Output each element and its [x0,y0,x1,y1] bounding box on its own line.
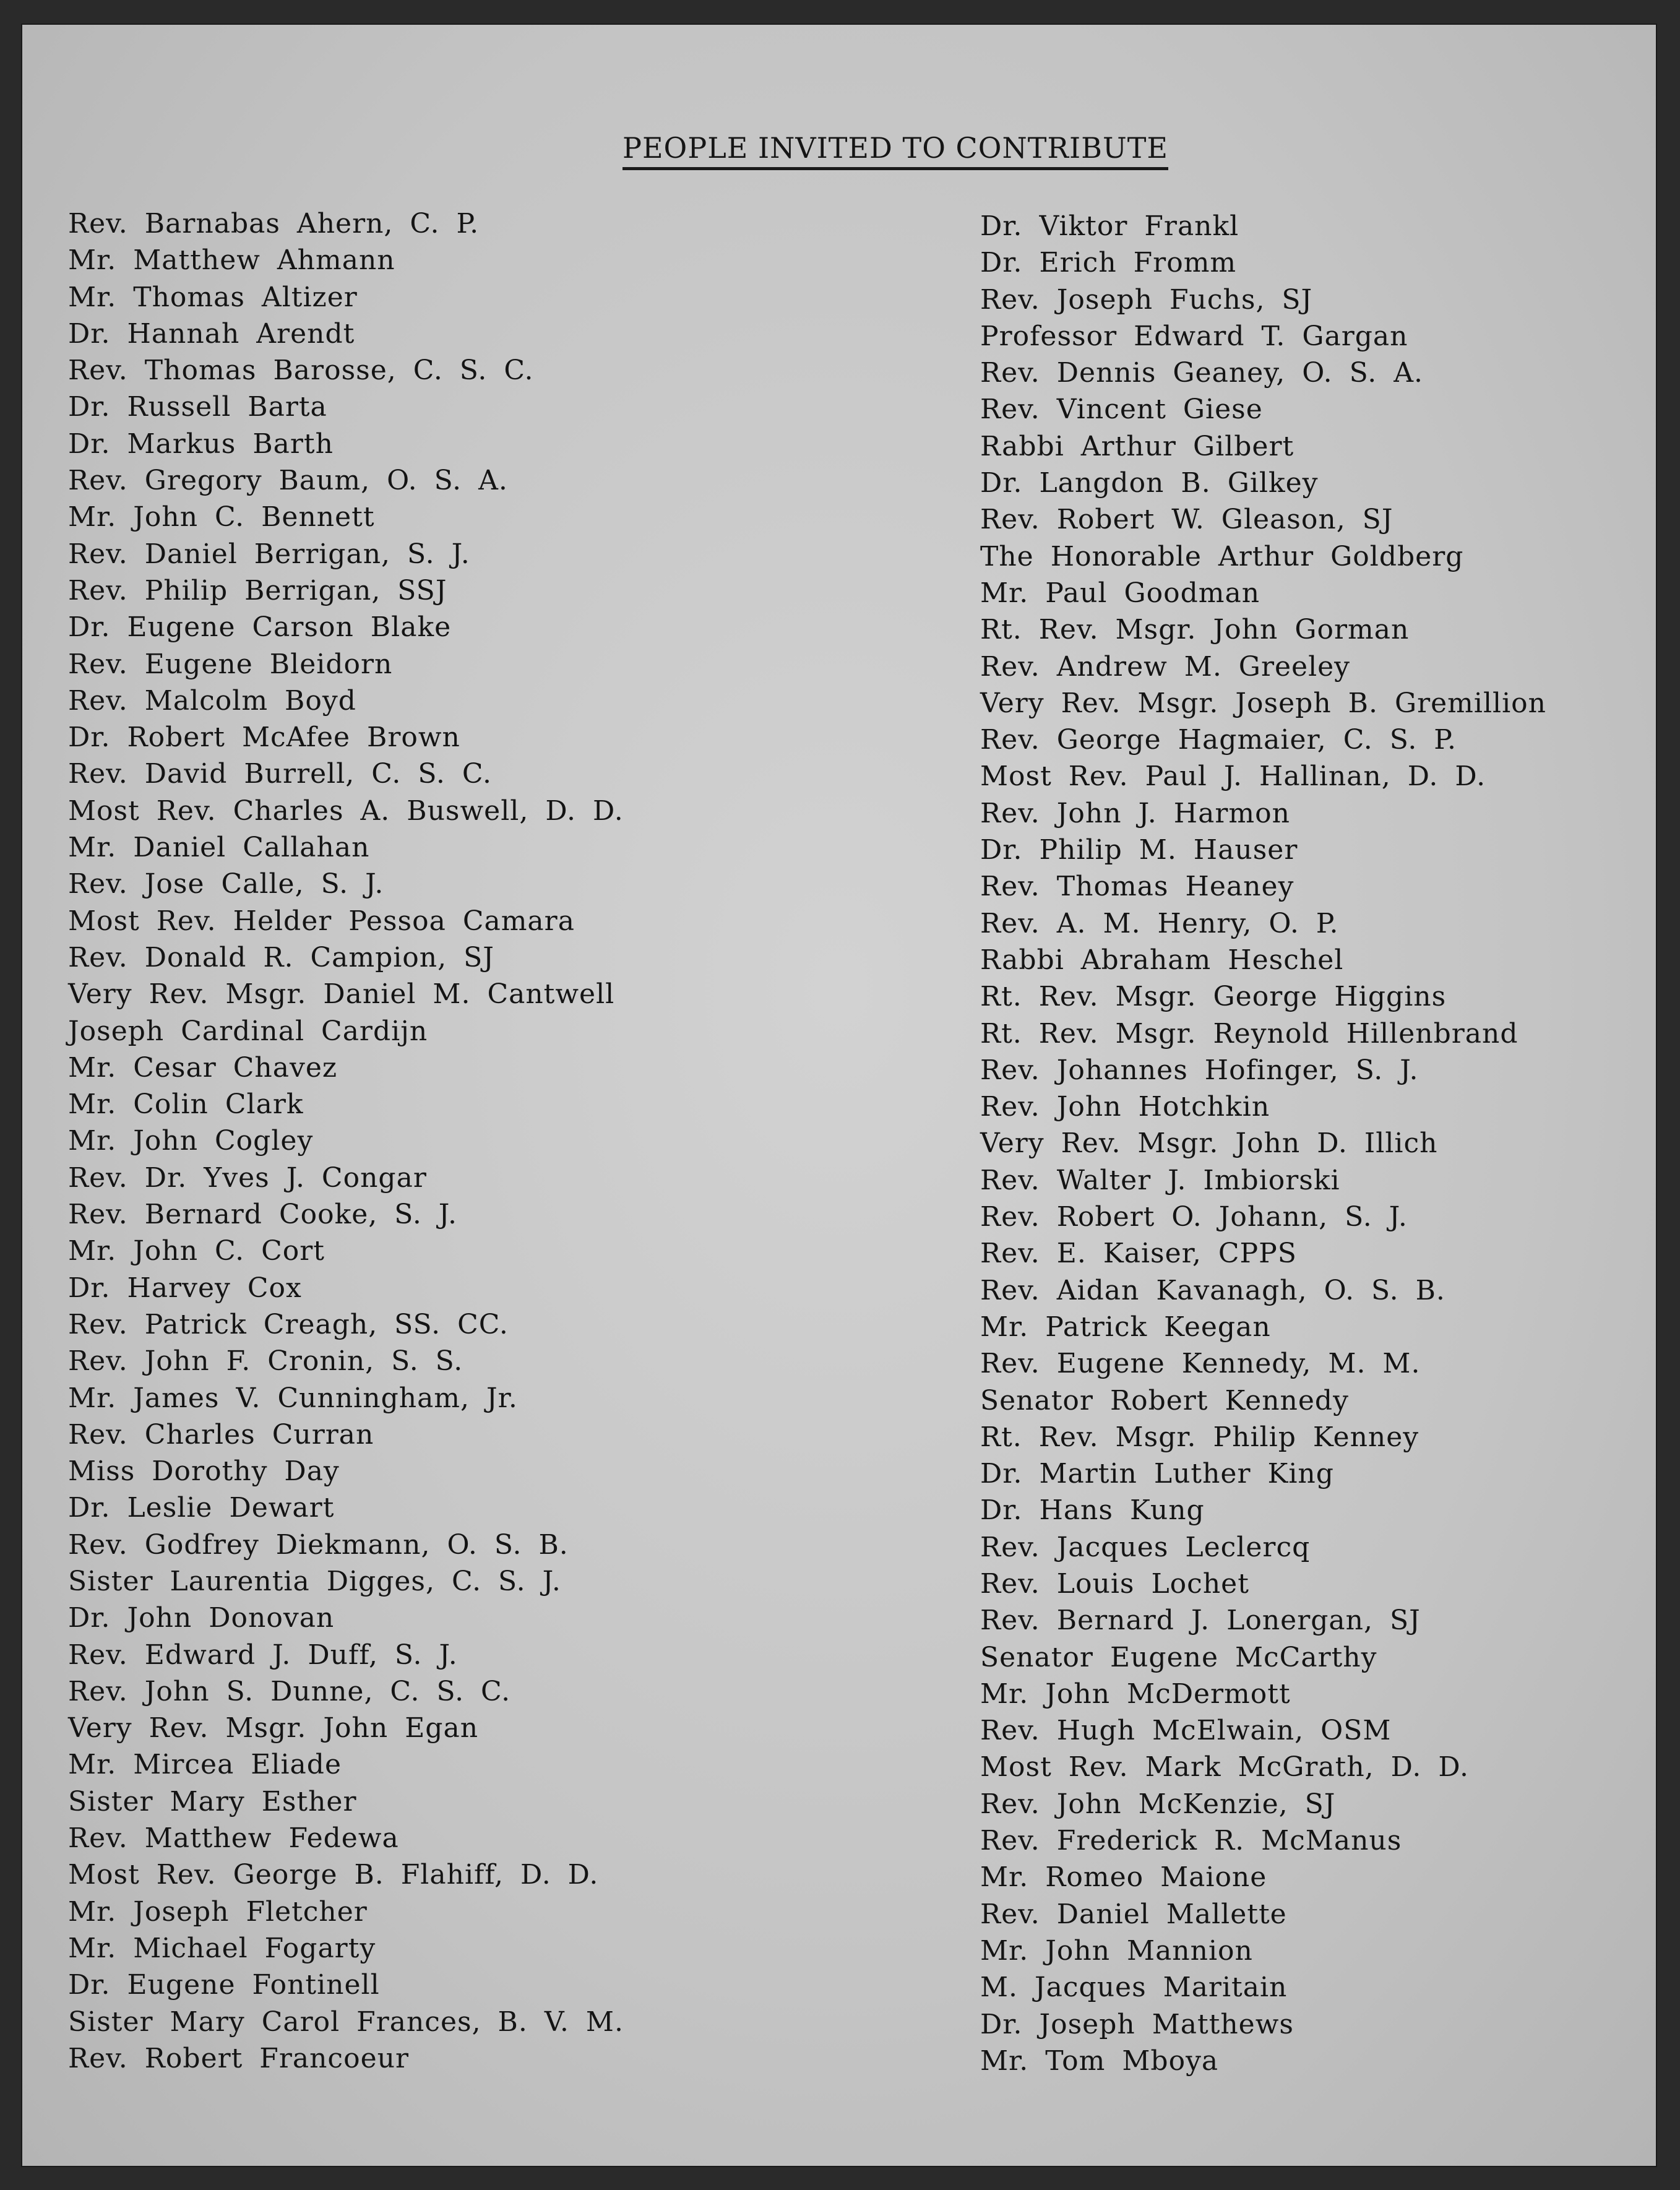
name-entry: Rev. Robert O. Johann, S. J. [980,1201,1408,1233]
name-entry: Professor Edward T. Gargan [980,320,1408,352]
name-entry: Rev. Jose Calle, S. J. [68,868,384,900]
name-entry: Sister Mary Esther [68,1785,357,1817]
name-entry: The Honorable Arthur Goldberg [980,540,1464,572]
name-entry: Rev. Vincent Giese [980,394,1263,426]
name-entry: M. Jacques Maritain [980,1972,1288,2004]
left-name-column [68,205,624,2077]
name-entry: Most Rev. Paul J. Hallinan, D. D. [980,761,1486,793]
name-entry: Rt. Rev. Msgr. John Gorman [980,614,1410,646]
name-entry: Dr. Viktor Frankl [980,210,1239,242]
name-entry: Dr. Joseph Matthews [980,2008,1294,2040]
name-entry: Dr. Langdon B. Gilkey [980,467,1319,499]
name-entry: Most Rev. George B. Flahiff, D. D. [68,1859,599,1891]
name-entry: Dr. Eugene Fontinell [68,1969,380,2001]
name-entry: Rev. A. M. Henry, O. P. [980,907,1339,939]
name-entry: Dr. Martin Luther King [980,1458,1334,1490]
name-entry: Joseph Cardinal Cardijn [68,1015,428,1047]
name-entry: Dr. Hans Kung [980,1494,1205,1527]
name-entry: Rev. John J. Harmon [980,797,1290,829]
right-name-column [980,208,1546,2079]
name-entry: Rev. Daniel Berrigan, S. J. [68,538,470,570]
name-entry: Mr. Colin Clark [68,1089,304,1121]
name-entry: Rev. Malcolm Boyd [68,684,356,717]
name-entry: Rev. Matthew Fedewa [68,1822,399,1855]
name-entry: Dr. Robert McAfee Brown [68,722,460,754]
name-entry: Rev. Bernard J. Lonergan, SJ [980,1605,1421,1637]
name-entry: Senator Eugene McCarthy [980,1641,1377,1673]
name-entry: Rev. Bernard Cooke, S. J. [68,1199,458,1231]
name-entry: Most Rev. Mark McGrath, D. D. [980,1751,1470,1783]
name-entry: Miss Dorothy Day [68,1455,340,1488]
name-entry: Rabbi Abraham Heschel [980,944,1344,976]
name-entry: Rev. E. Kaiser, CPPS [980,1238,1297,1270]
name-entry: Dr. Leslie Dewart [68,1492,335,1524]
name-entry: Rev. Patrick Creagh, SS. CC. [68,1308,509,1340]
name-entry: Rev. David Burrell, C. S. C. [68,758,492,790]
name-entry: Mr. James V. Cunningham, Jr. [68,1382,518,1414]
name-entry: Rev. Hugh McElwain, OSM [980,1715,1392,1747]
document-title: PEOPLE INVITED TO CONTRIBUTE [622,131,1168,170]
name-entry: Rev. Joseph Fuchs, SJ [980,283,1313,316]
name-entry: Rev. Robert W. Gleason, SJ [980,504,1394,536]
name-entry: Dr. John Donovan [68,1602,335,1634]
name-entry: Rt. Rev. Msgr. Philip Kenney [980,1421,1419,1453]
name-entry: Rabbi Arthur Gilbert [980,430,1294,462]
name-entry: Rev. Andrew M. Greeley [980,650,1351,683]
name-entry: Rev. Daniel Mallette [980,1898,1287,1930]
name-entry: Senator Robert Kennedy [980,1384,1349,1416]
name-entry: Very Rev. Msgr. Joseph B. Gremillion [980,687,1547,719]
name-entry: Mr. John McDermott [980,1678,1291,1710]
name-entry: Dr. Philip M. Hauser [980,834,1298,866]
name-entry: Rev. Gregory Baum, O. S. A. [68,465,508,497]
name-entry: Dr. Hannah Arendt [68,317,355,350]
name-entry: Rev. Eugene Bleidorn [68,648,393,680]
name-entry: Most Rev. Helder Pessoa Camara [68,905,575,937]
name-entry: Dr. Markus Barth [68,428,334,460]
name-entry: Sister Laurentia Digges, C. S. J. [68,1565,561,1597]
name-entry: Rev. Godfrey Diekmann, O. S. B. [68,1528,569,1561]
name-entry: Mr. Patrick Keegan [980,1311,1271,1343]
name-entry: Mr. John C. Cort [68,1235,325,1267]
name-entry: Dr. Harvey Cox [68,1272,302,1304]
name-entry: Rev. Philip Berrigan, SSJ [68,574,447,606]
name-entry: Most Rev. Charles A. Buswell, D. D. [68,795,624,827]
name-entry: Rev. John S. Dunne, C. S. C. [68,1675,511,1707]
name-entry: Rev. Thomas Barosse, C. S. C. [68,355,534,387]
name-entry: Dr. Eugene Carson Blake [68,611,452,644]
name-entry: Mr. Thomas Altizer [68,281,358,313]
name-entry: Mr. Matthew Ahmann [68,244,395,277]
name-entry: Rev. Jacques Leclercq [980,1531,1311,1563]
name-entry: Rt. Rev. Msgr. Reynold Hillenbrand [980,1017,1518,1050]
name-entry: Rev. John McKenzie, SJ [980,1788,1336,1820]
name-entry: Mr. Mircea Eliade [68,1749,342,1781]
name-entry: Rev. John F. Cronin, S. S. [68,1345,463,1377]
name-entry: Rev. Robert Francoeur [68,2042,409,2074]
name-entry: Rev. Louis Lochet [980,1567,1249,1600]
name-entry: Mr. Michael Fogarty [68,1932,376,1964]
name-entry: Rev. Eugene Kennedy, M. M. [980,1348,1421,1380]
name-entry: Rev. Dennis Geaney, O. S. A. [980,357,1423,389]
name-entry: Mr. Daniel Callahan [68,832,370,864]
name-entry: Mr. John Cogley [68,1125,314,1157]
name-entry: Mr. John C. Bennett [68,501,375,533]
name-entry: Rev. Dr. Yves J. Congar [68,1162,427,1194]
name-entry: Rev. John Hotchkin [980,1091,1270,1123]
name-entry: Mr. Cesar Chavez [68,1051,338,1084]
name-entry: Rev. Aidan Kavanagh, O. S. B. [980,1274,1445,1306]
document-page [22,25,1656,2166]
name-entry: Very Rev. Msgr. John Egan [68,1712,479,1744]
name-entry: Mr. Romeo Maione [980,1861,1267,1894]
name-entry: Rev. Charles Curran [68,1418,374,1451]
name-entry: Very Rev. Msgr. Daniel M. Cantwell [68,978,615,1011]
name-entry: Mr. Joseph Fletcher [68,1895,368,1928]
name-entry: Rev. George Hagmaier, C. S. P. [980,724,1457,756]
name-entry: Mr. Paul Goodman [980,577,1260,609]
name-entry: Rev. Thomas Heaney [980,871,1294,903]
name-entry: Mr. Tom Mboya [980,2045,1219,2077]
name-entry: Rev. Edward J. Duff, S. J. [68,1639,458,1671]
name-entry: Rev. Barnabas Ahern, C. P. [68,208,480,239]
name-entry: Rev. Johannes Hofinger, S. J. [980,1054,1419,1086]
name-entry: Rt. Rev. Msgr. George Higgins [980,981,1447,1013]
name-entry: Rev. Donald R. Campion, SJ [68,941,494,973]
name-entry: Mr. John Mannion [980,1934,1253,1967]
name-entry: Dr. Erich Fromm [980,247,1237,279]
name-entry: Rev. Frederick R. McManus [980,1825,1402,1857]
name-entry: Dr. Russell Barta [68,391,327,423]
name-entry: Rev. Walter J. Imbiorski [980,1164,1340,1196]
name-entry: Sister Mary Carol Frances, B. V. M. [68,2006,624,2038]
name-entry: Very Rev. Msgr. John D. Illich [980,1127,1438,1160]
